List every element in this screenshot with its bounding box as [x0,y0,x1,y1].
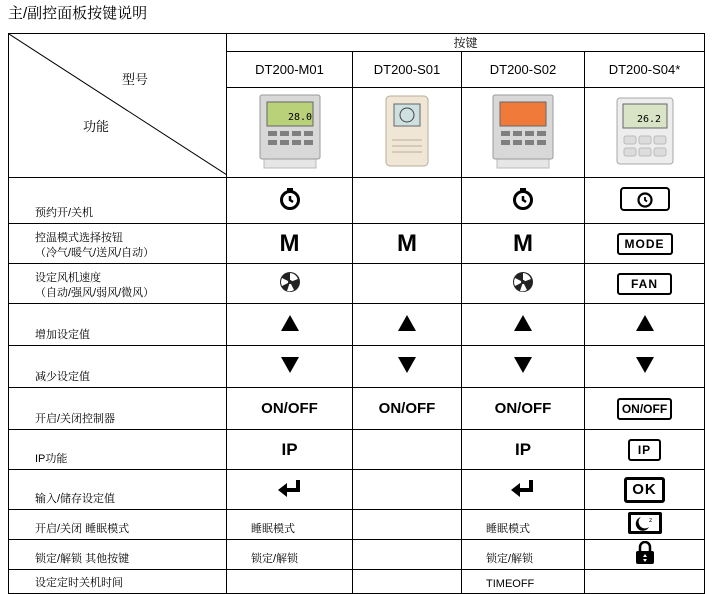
increase-s02 [462,304,585,346]
model-s01: DT200-S01 [353,52,462,88]
timer-icon [278,187,302,211]
function-sleep: 开启/关闭 睡眠模式 [9,510,227,540]
mode-button-s04: MODE [617,233,673,255]
lock-icon [635,541,655,565]
device-image-s01 [353,88,462,178]
key-table [8,33,705,594]
function-label: 功能 [83,119,110,134]
device-image-s02 [462,88,585,178]
model-label: 型号 [122,72,149,87]
timeoff-s01 [353,570,462,594]
enter-icon [278,479,302,497]
decrease-m01 [227,346,353,388]
device-image-s04 [585,88,705,178]
mode-m01: M [227,224,353,264]
function-enter: 输入/储存设定值 [9,470,227,510]
ip-s04 [585,430,705,470]
sleep-icon [627,511,663,535]
function-timeoff: 设定定时关机时间 [9,570,227,594]
function-schedule: 预约开/关机 [9,178,227,224]
down-arrow-icon [281,357,299,373]
timeoff-s04 [585,570,705,594]
fan-s04 [585,264,705,304]
enter-icon [511,479,535,497]
panel-s02-image [491,93,555,169]
panel-s04-image [615,96,675,166]
fan-s02 [462,264,585,304]
function-decrease: 减少设定值 [9,346,227,388]
sleep-s01 [353,510,462,540]
enter-s01 [353,470,462,510]
model-s04: DT200-S04* [585,52,705,88]
fan-icon [278,270,302,294]
up-arrow-icon [398,315,416,331]
sleep-s02: 睡眠模式 [462,510,585,540]
device-image-m01 [227,88,353,178]
increase-m01 [227,304,353,346]
ip-s01 [353,430,462,470]
up-arrow-icon [514,315,532,331]
timeoff-m01 [227,570,353,594]
lock-s02: 锁定/解锁 [462,540,585,570]
enter-m01 [227,470,353,510]
power-m01: ON/OFF [227,388,353,430]
up-arrow-icon [636,315,654,331]
panel-m01-image [258,93,322,169]
timer-box-icon [620,187,670,211]
sleep-s04 [585,510,705,540]
timer-icon [511,187,535,211]
ip-button-s04: IP [628,439,661,461]
ip-s02: IP [462,430,585,470]
power-s02: ON/OFF [462,388,585,430]
power-s01: ON/OFF [353,388,462,430]
up-arrow-icon [281,315,299,331]
function-lock: 锁定/解锁 其他按键 [9,540,227,570]
header-corner-cell [9,34,227,178]
increase-s01 [353,304,462,346]
down-arrow-icon [514,357,532,373]
fan-m01 [227,264,353,304]
enter-s02 [462,470,585,510]
enter-s04 [585,470,705,510]
schedule-s01 [353,178,462,224]
panel-s01-image [382,94,432,168]
lock-m01: 锁定/解锁 [227,540,353,570]
s04-screen-text: 26.2 [636,114,661,125]
fan-button-s04: FAN [617,273,672,295]
increase-s04 [585,304,705,346]
schedule-s02 [462,178,585,224]
sleep-m01: 睡眠模式 [227,510,353,540]
down-arrow-icon [398,357,416,373]
schedule-s04 [585,178,705,224]
function-increase: 增加设定值 [9,304,227,346]
ok-button-s04: OK [624,477,665,503]
decrease-s04 [585,346,705,388]
timeoff-s02: TIMEOFF [462,570,585,594]
m01-screen-text: 28.0 [287,112,312,123]
lock-s01 [353,540,462,570]
function-ip: IP功能 [9,430,227,470]
diagonal-line [9,34,227,175]
fan-s01 [353,264,462,304]
fan-icon [511,270,535,294]
svg-text:z: z [648,517,652,524]
mode-s02: M [462,224,585,264]
page-title: 主/副控面板按键说明 [8,5,148,22]
down-arrow-icon [636,357,654,373]
keys-header: 按键 [227,34,705,52]
mode-s01: M [353,224,462,264]
decrease-s01 [353,346,462,388]
function-mode: 控温模式选择按钮 （冷气/暖气/送风/自动） [9,224,227,264]
lock-s04 [585,540,705,570]
model-s02: DT200-S02 [462,52,585,88]
schedule-m01 [227,178,353,224]
model-m01: DT200-M01 [227,52,353,88]
function-fan: 设定风机速度 （自动/强风/弱风/微风） [9,264,227,304]
onoff-button-s04: ON/OFF [617,398,672,420]
decrease-s02 [462,346,585,388]
mode-s04 [585,224,705,264]
function-power: 开启/关闭控制器 [9,388,227,430]
ip-m01: IP [227,430,353,470]
power-s04 [585,388,705,430]
